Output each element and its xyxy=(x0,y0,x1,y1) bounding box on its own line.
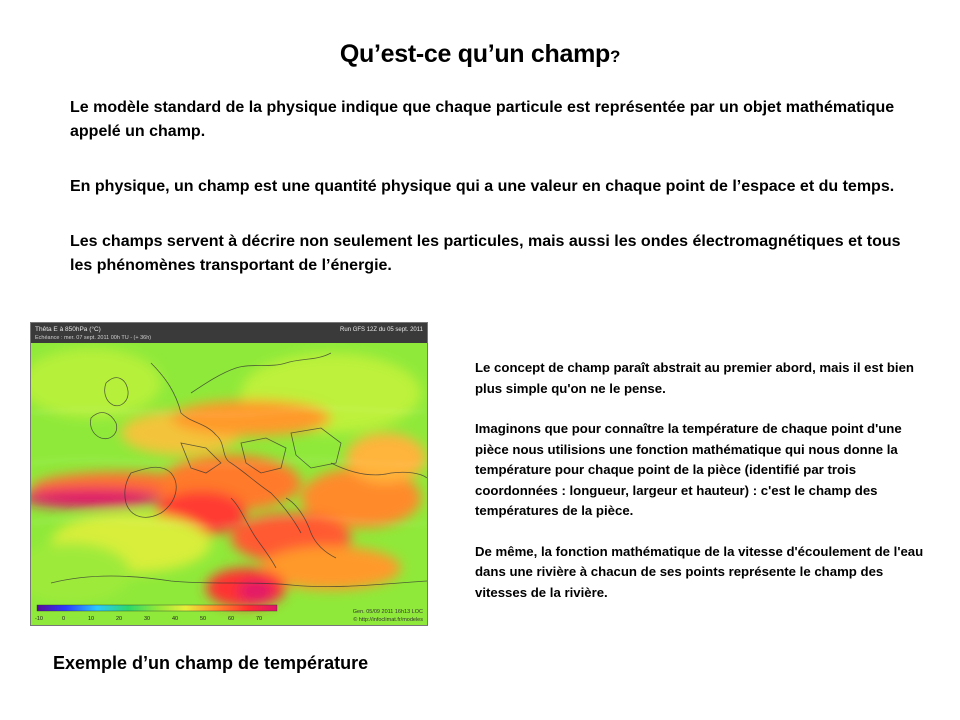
color-scale-bar xyxy=(37,605,277,611)
scale-label: 30 xyxy=(144,616,151,622)
map-footer-generated: Gen. 05/09 2011 16h13 LOC xyxy=(352,609,423,615)
scale-label: 20 xyxy=(116,616,123,622)
slide-title-text: Qu’est-ce qu’un champ xyxy=(339,40,611,68)
side-paragraph: De même, la fonction mathématique de la vitesse d'écoulement de l'eau dans une rivière à chacun de ses points représente le champ des vitesses de la rivière. xyxy=(475,543,924,600)
intro-paragraph: Le modèle standard de la physique indique que chaque particule est représentée par un objet mathématique appelé un champ. xyxy=(70,99,895,140)
map-header-title: Thêta E à 850hPa (°C) xyxy=(35,326,101,333)
temperature-map-image xyxy=(31,323,427,625)
side-paragraph: Le concept de champ paraît abstrait au premier abord, mais il est bien plus simple qu'on ne le pense. xyxy=(475,360,914,396)
slide-title-question-mark: ? xyxy=(610,47,621,66)
map-caption: Exemple d’un champ de température xyxy=(53,653,369,673)
side-text-block xyxy=(475,358,935,623)
map-header-subtitle: Echéance : mer. 07 sept. 2011 00h TU - (+ 36h) xyxy=(35,335,152,341)
map-footer-source: © http://infoclimat.fr/modeles xyxy=(353,617,423,623)
intro-text-block xyxy=(70,96,920,309)
scale-label: 40 xyxy=(172,616,179,622)
scale-label: 50 xyxy=(200,616,207,622)
scale-label: 0 xyxy=(62,616,66,622)
scale-label: -10 xyxy=(35,616,43,622)
scale-label: 70 xyxy=(256,616,263,622)
side-paragraph: Imaginons que pour connaître la température de chaque point d'une pièce nous utilisions une fonction mathématique qui nous donne la température pour chaque point de la pièce (identifié par trois coordonnées : longueur, largeur et hauteur) : c'est le champ des températures de la pièce. xyxy=(475,421,902,518)
slide-title xyxy=(0,40,960,69)
temperature-field-map xyxy=(30,322,428,626)
scale-label: 10 xyxy=(88,616,95,622)
intro-paragraph: Les champs servent à décrire non seulement les particules, mais aussi les ondes électromagnétiques et tous les phénomènes transportant de l’énergie. xyxy=(70,233,901,274)
map-header-run: Run GFS 12Z du 05 sept. 2011 xyxy=(340,327,423,333)
intro-paragraph: En physique, un champ est une quantité physique qui a une valeur en chaque point de l’espace et du temps. xyxy=(70,178,895,195)
scale-label: 60 xyxy=(228,616,235,622)
